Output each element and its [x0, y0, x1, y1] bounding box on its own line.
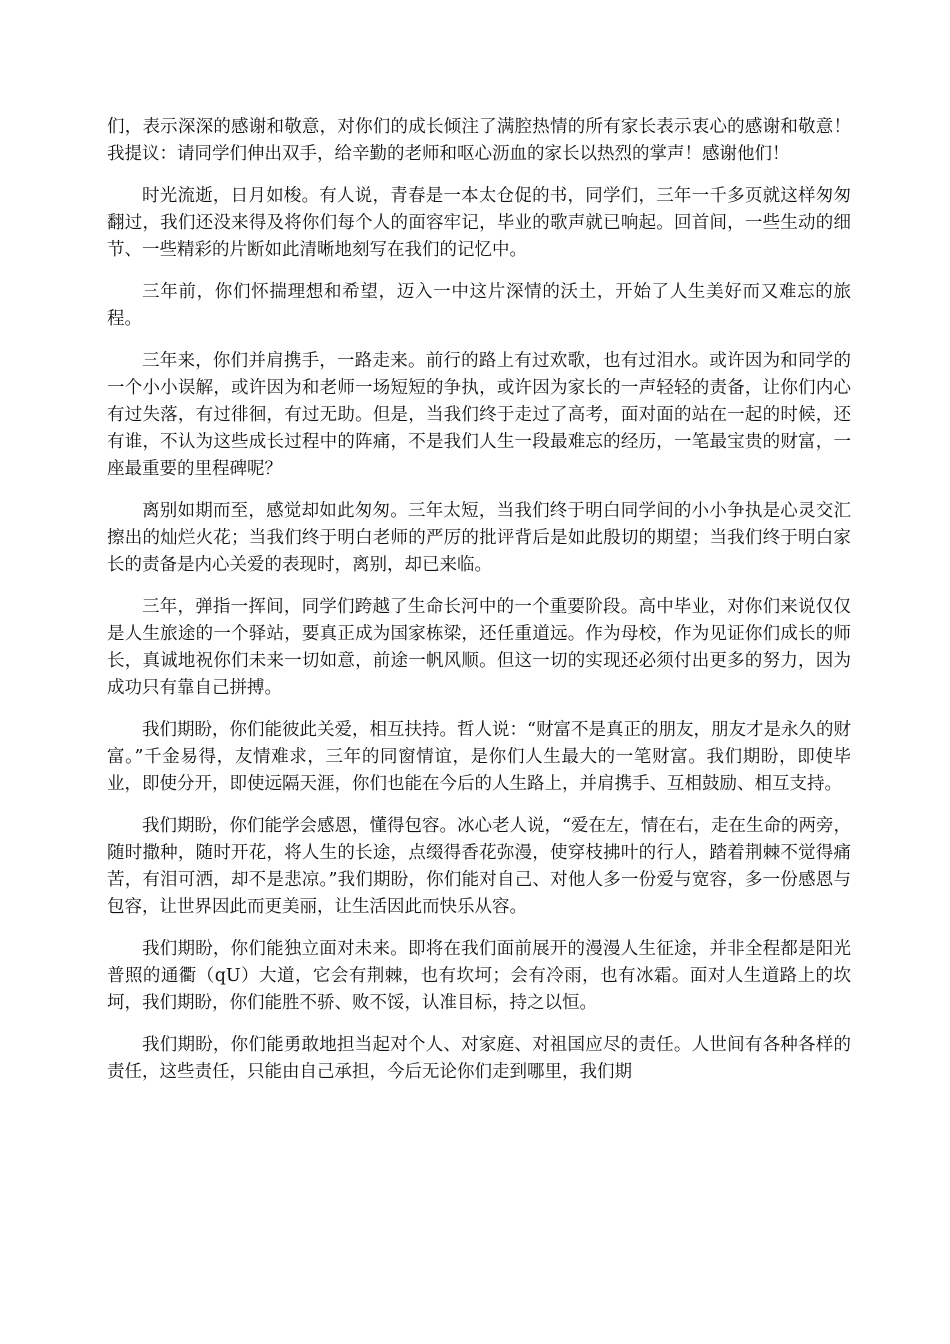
paragraph: 三年前，你们怀揣理想和希望，迈入一中这片深情的沃土，开始了人生美好而又难忘的旅程。	[107, 282, 851, 329]
paragraph: 三年来，你们并肩携手，一路走来。前行的路上有过欢歌，也有过泪水。或许因为和同学的一个小小误解，或许因为和老师一场短短的争执，或许因为家长的一声轻轻的责备，让你们内心有过失落，有过徘徊，有过无助。但是，当我们终于走过了高考，面对面的站在一起的时候，还有谁，不认为这些成长过程中的阵痛，不是我们人生一段最难忘的经历，一笔最宝贵的财富，一座最重要的里程碑呢？	[107, 351, 851, 479]
paragraph: 我们期盼，你们能学会感恩，懂得包容。冰心老人说，“爱在左，情在右，走在生命的两旁，随时撒种，随时开花，将人生的长途，点缀得香花弥漫，使穿枝拂叶的行人，踏着荆棘不觉得痛苦，有泪可洒，却不是悲凉。”我们期盼，你们能对自己、对他人多一份爱与宽容，多一份感恩与包容，让世界因此而更美丽，让生活因此而快乐从容。	[107, 816, 851, 917]
paragraph: 时光流逝，日月如梭。有人说，青春是一本太仓促的书，同学们，三年一千多页就这样匆匆翻过，我们还没来得及将你们每个人的面容牢记，毕业的歌声就已响起。回首间，一些生动的细节、一些精彩的片断如此清晰地刻写在我们的记忆中。	[107, 186, 851, 260]
document-page	[107, 114, 851, 1101]
paragraph: 我们期盼，你们能勇敢地担当起对个人、对家庭、对祖国应尽的责任。人世间有各种各样的责任，这些责任，只能由自己承担，今后无论你们走到哪里，我们期	[107, 1035, 851, 1082]
paragraph: 三年，弹指一挥间，同学们跨越了生命长河中的一个重要阶段。高中毕业，对你们来说仅仅是人生旅途的一个驿站，要真正成为国家栋梁，还任重道远。作为母校，作为见证你们成长的师长，真诚地祝你们未来一切如意，前途一帆风顺。但这一切的实现还必须付出更多的努力，因为成功只有靠自己拼搏。	[107, 597, 851, 698]
paragraph: 我们期盼，你们能独立面对未来。即将在我们面前展开的漫漫人生征途，并非全程都是阳光普照的通衢（qU）大道，它会有荆棘，也有坎坷；会有冷雨，也有冰霜。面对人生道路上的坎坷，我们期盼，你们能胜不骄、败不馁，认准目标，持之以恒。	[107, 939, 851, 1013]
paragraph: 离别如期而至，感觉却如此匆匆。三年太短，当我们终于明白同学间的小小争执是心灵交汇擦出的灿烂火花；当我们终于明白老师的严厉的批评背后是如此殷切的期望；当我们终于明白家长的责备是内心关爱的表现时，离别，却已来临。	[107, 501, 851, 575]
paragraph: 我们期盼，你们能彼此关爱，相互扶持。哲人说：“财富不是真正的朋友，朋友才是永久的财富。”千金易得，友情难求，三年的同窗情谊，是你们人生最大的一笔财富。我们期盼，即使毕业，即使分开，即使远隔天涯，你们也能在今后的人生路上，并肩携手、互相鼓励、相互支持。	[107, 720, 851, 794]
paragraph-continued: 们，表示深深的感谢和敬意，对你们的成长倾注了满腔热情的所有家长表示衷心的感谢和敬意！我提议：请同学们伸出双手，给辛勤的老师和呕心沥血的家长以热烈的掌声！感谢他们！	[107, 117, 851, 164]
